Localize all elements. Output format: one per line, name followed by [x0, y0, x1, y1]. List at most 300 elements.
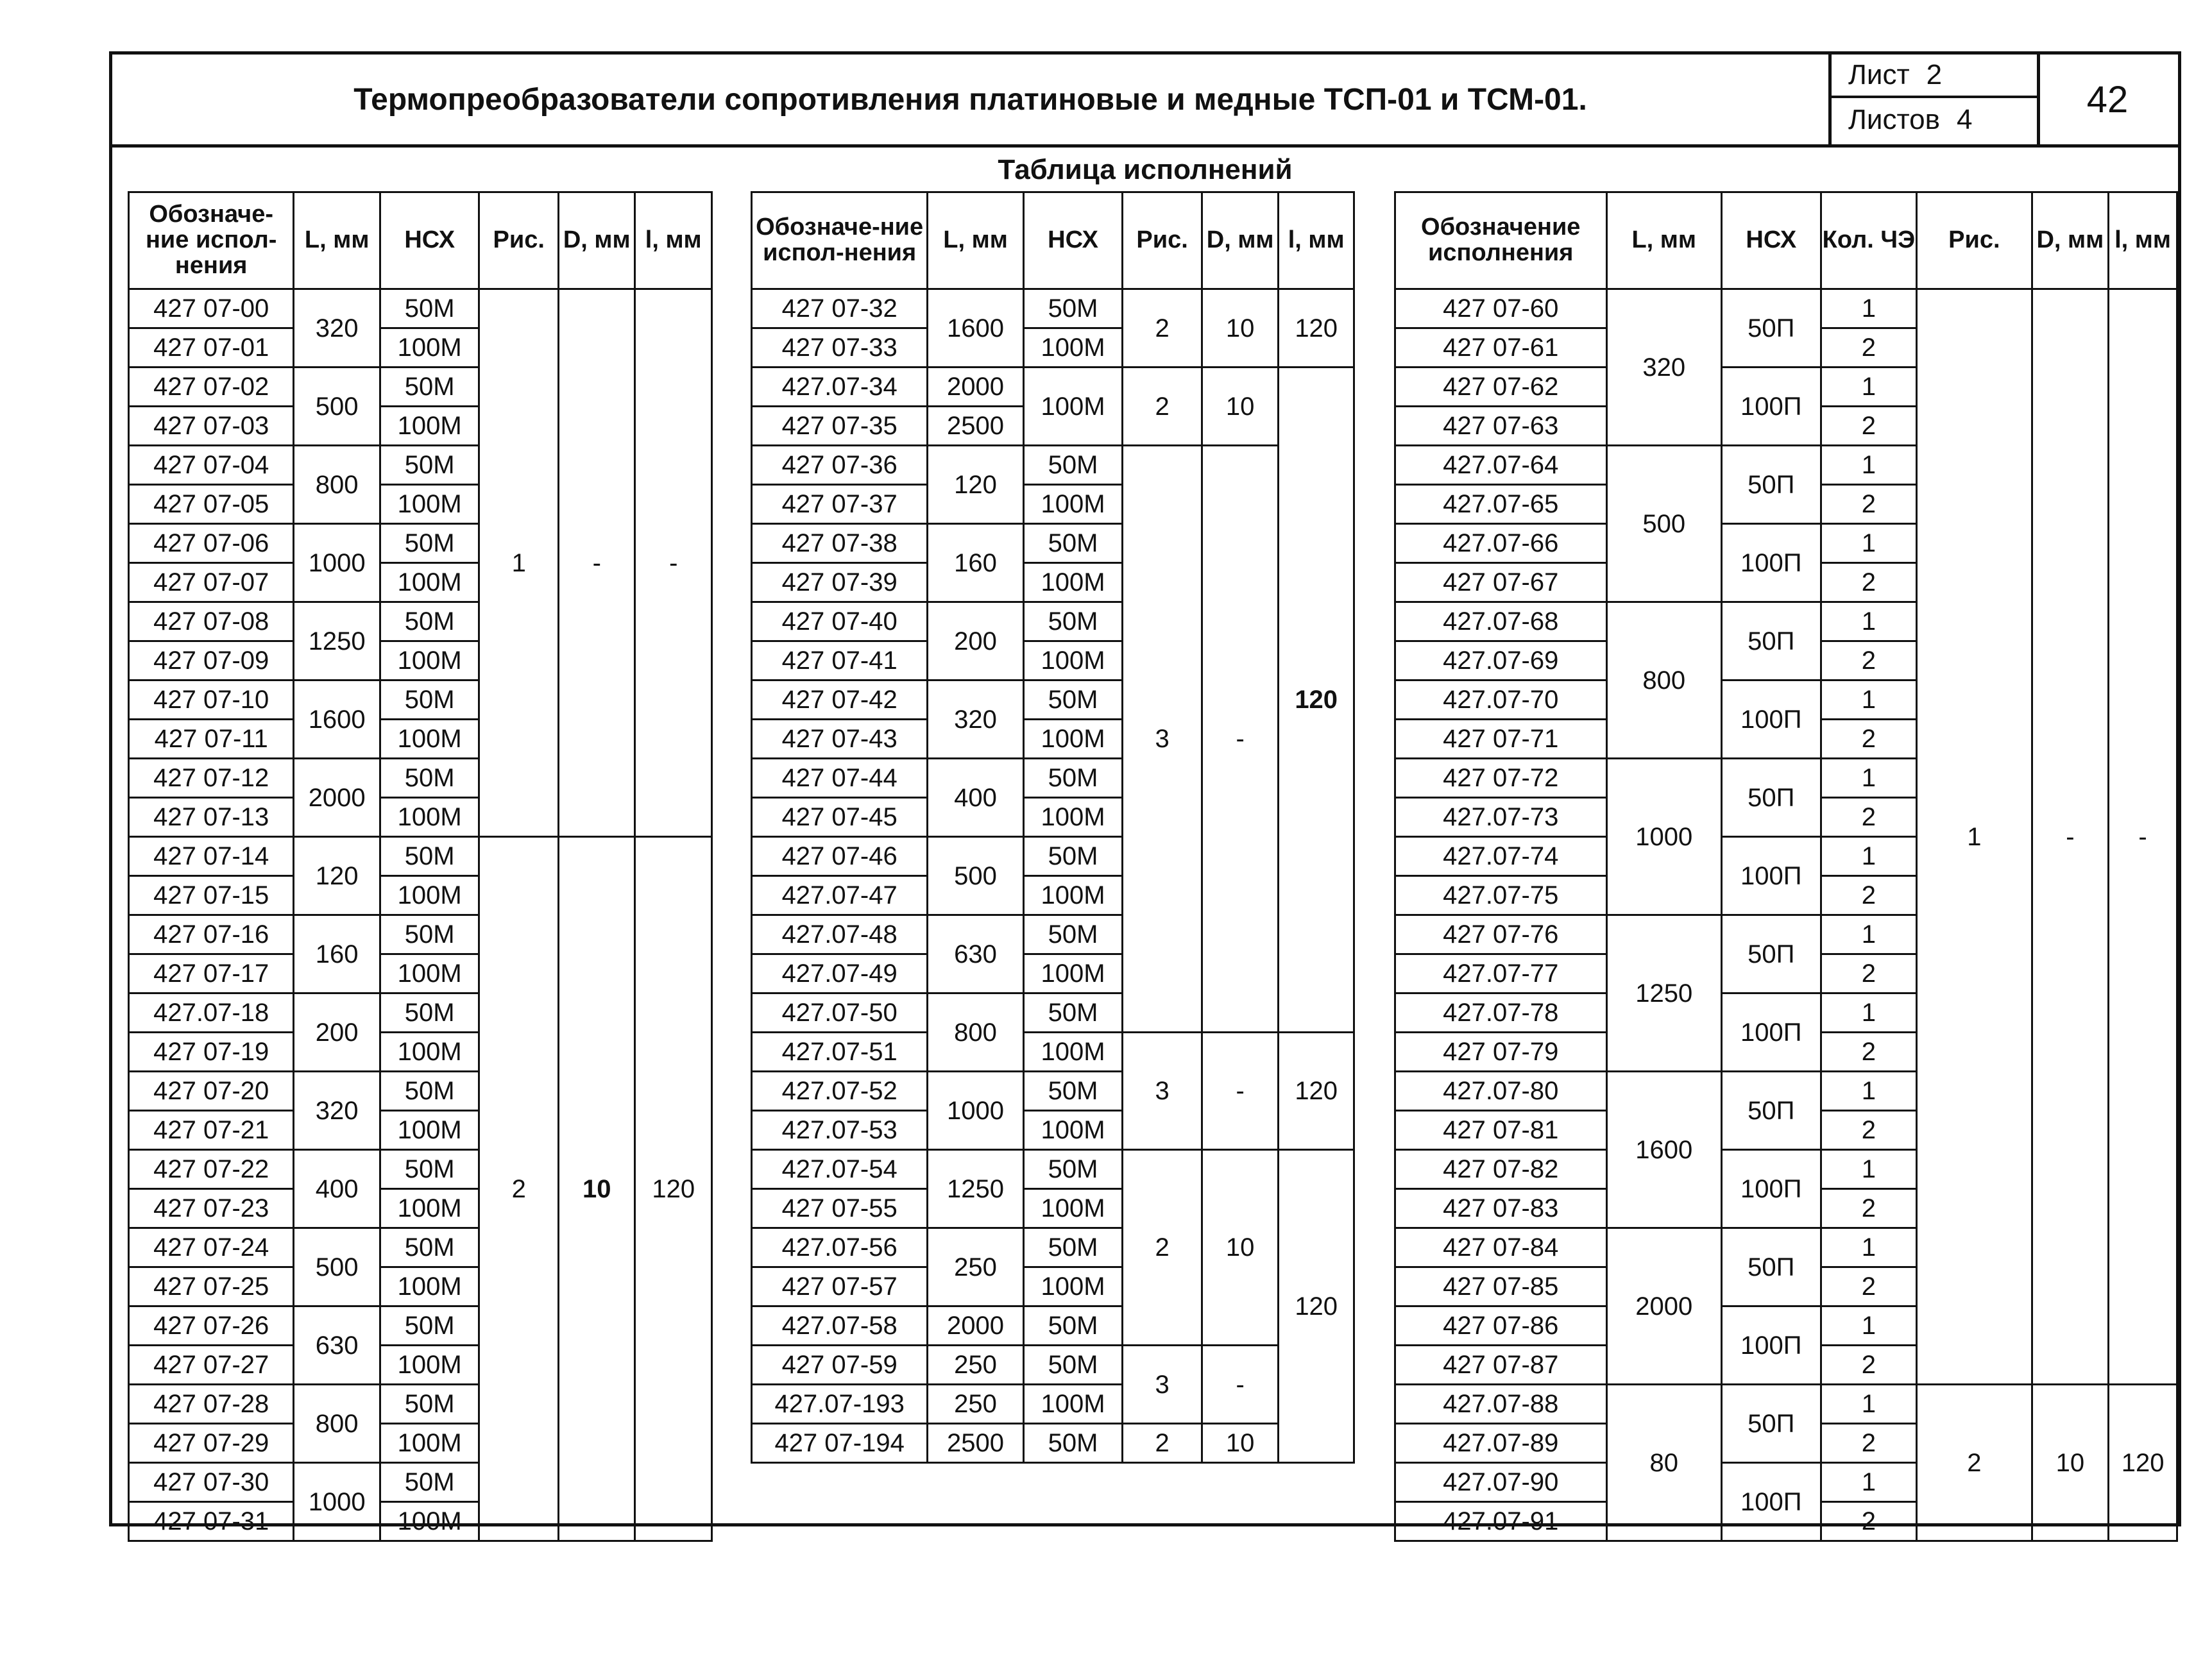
column-header: L, мм — [928, 192, 1023, 289]
variant-code-cell: 427 07-76 — [1395, 915, 1607, 954]
table-cell: 2 — [1821, 328, 1917, 368]
table-cell: 500 — [294, 1228, 380, 1306]
variant-code-cell: 427 07-55 — [752, 1189, 928, 1228]
variant-code-cell: 427 07-15 — [129, 876, 294, 915]
table-cell: 50М — [1023, 993, 1123, 1033]
column-header: Кол. ЧЭ — [1821, 192, 1917, 289]
table-cell: 50П — [1721, 915, 1821, 993]
variant-code-cell: 427 07-11 — [129, 720, 294, 759]
table-cell: 250 — [928, 1228, 1023, 1306]
table-cell: 100М — [1023, 641, 1123, 680]
column-header: L, мм — [294, 192, 380, 289]
table-cell: 1250 — [294, 602, 380, 680]
variants-table-3 — [1394, 191, 2178, 1542]
variant-code-cell: 427 07-27 — [129, 1346, 294, 1385]
table-cell: 100М — [380, 1346, 479, 1385]
column-header: l, мм — [635, 192, 712, 289]
table-cell: 2000 — [1606, 1228, 1721, 1385]
table-cell: 50М — [380, 1150, 479, 1189]
column-header: D, мм — [559, 192, 635, 289]
table-cell: 200 — [928, 602, 1023, 680]
table-cell: 120 — [294, 837, 380, 915]
variants-table-1 — [128, 191, 713, 1542]
table-cell: 1000 — [294, 1463, 380, 1541]
variant-code-cell: 427 07-17 — [129, 954, 294, 993]
variant-code-cell: 427.07-90 — [1395, 1463, 1607, 1502]
table-cell: 2000 — [294, 759, 380, 837]
table-cell: 100М — [380, 1189, 479, 1228]
table-cell: 50М — [1023, 446, 1123, 485]
table-cell: 50М — [1023, 1228, 1123, 1267]
variants-table-2 — [751, 191, 1355, 1464]
table-cell: 100М — [1023, 1267, 1123, 1306]
table-row — [1395, 1385, 2177, 1424]
variant-code-cell: 427 07-21 — [129, 1111, 294, 1150]
table-cell: 50М — [1023, 1424, 1123, 1463]
table-cell: 2 — [1821, 1267, 1917, 1306]
table-cell: 1 — [1821, 1072, 1917, 1111]
table-cell: 1 — [1821, 759, 1917, 798]
table-cell: 100М — [1023, 954, 1123, 993]
table-cell: 50М — [1023, 759, 1123, 798]
table-cell: 160 — [928, 524, 1023, 602]
table-cell: 1600 — [1606, 1072, 1721, 1228]
table-cell: 50П — [1721, 289, 1821, 368]
table-cell: 120 — [635, 837, 712, 1541]
column-header: D, мм — [1202, 192, 1278, 289]
table-cell: 1 — [1821, 837, 1917, 876]
table-cell: 120 — [1279, 1150, 1354, 1463]
table-cell: 2 — [1821, 1424, 1917, 1463]
table-cell: 50М — [380, 759, 479, 798]
variant-code-cell: 427 07-33 — [752, 328, 928, 368]
table-cell: 50М — [1023, 602, 1123, 641]
table-cell: 2 — [1821, 1346, 1917, 1385]
table-cell: 50М — [380, 446, 479, 485]
table-cell: 630 — [294, 1306, 380, 1385]
variant-code-cell: 427 07-45 — [752, 798, 928, 837]
table-cell: 2 — [1821, 1111, 1917, 1150]
variant-code-cell: 427.07-69 — [1395, 641, 1607, 680]
variant-code-cell: 427.07-58 — [752, 1306, 928, 1346]
table-cell: 100М — [380, 1502, 479, 1541]
table-cell: 100М — [380, 1033, 479, 1072]
table-cell: - — [2109, 289, 2177, 1385]
table-cell: 2 — [1123, 1424, 1202, 1463]
table-cell: 120 — [1279, 289, 1354, 368]
variant-code-cell: 427 07-28 — [129, 1385, 294, 1424]
table-cell: 50М — [380, 837, 479, 876]
table-cell: 50М — [1023, 680, 1123, 720]
variant-code-cell: 427.07-34 — [752, 368, 928, 407]
table-cell: 100М — [380, 641, 479, 680]
table-cell: 2 — [1821, 563, 1917, 602]
variant-code-cell: 427.07-77 — [1395, 954, 1607, 993]
variant-code-cell: 427.07-89 — [1395, 1424, 1607, 1463]
column-header: D, мм — [2032, 192, 2109, 289]
variant-code-cell: 427.07-53 — [752, 1111, 928, 1150]
variant-code-cell: 427 07-79 — [1395, 1033, 1607, 1072]
variant-code-cell: 427 07-41 — [752, 641, 928, 680]
table-cell: 120 — [928, 446, 1023, 524]
table-cell: - — [1202, 1033, 1278, 1150]
table-cell: 100М — [1023, 328, 1123, 368]
variant-code-cell: 427 07-01 — [129, 328, 294, 368]
table-cell: 2 — [1821, 1189, 1917, 1228]
variant-code-cell: 427 07-85 — [1395, 1267, 1607, 1306]
table-cell: 1 — [479, 289, 559, 837]
table-cell: 80 — [1606, 1385, 1721, 1541]
table-cell: 1 — [1821, 1463, 1917, 1502]
column-header: l, мм — [2109, 192, 2177, 289]
table-cell: 800 — [294, 1385, 380, 1463]
table-cell: 100П — [1721, 837, 1821, 915]
table-row — [129, 837, 712, 876]
table-cell: 2 — [1123, 289, 1202, 368]
table-cell: 120 — [1279, 1033, 1354, 1150]
table-row — [1395, 289, 2177, 328]
table-cell: 120 — [2109, 1385, 2177, 1541]
variant-code-cell: 427 07-31 — [129, 1502, 294, 1541]
table-cell: 1 — [1821, 1306, 1917, 1346]
column-header: НСХ — [1023, 192, 1123, 289]
table-cell: 50М — [380, 1306, 479, 1346]
table-cell: 50П — [1721, 1072, 1821, 1150]
table-cell: - — [2032, 289, 2109, 1385]
table-cell: 100М — [1023, 798, 1123, 837]
table-cell: 1 — [1821, 680, 1917, 720]
table-cell: 100М — [1023, 368, 1123, 446]
table-cell: 250 — [928, 1346, 1023, 1385]
table-cell: 320 — [1606, 289, 1721, 446]
variant-code-cell: 427 07-19 — [129, 1033, 294, 1072]
sheet-row — [1832, 55, 2037, 98]
table-cell: 100М — [1023, 485, 1123, 524]
column-header: L, мм — [1606, 192, 1721, 289]
variant-code-cell: 427.07-73 — [1395, 798, 1607, 837]
variant-code-cell: 427 07-38 — [752, 524, 928, 563]
table-cell: 1 — [1821, 446, 1917, 485]
variant-code-cell: 427 07-26 — [129, 1306, 294, 1346]
variant-code-cell: 427 07-29 — [129, 1424, 294, 1463]
table-cell: 100П — [1721, 993, 1821, 1072]
table-cell: 100М — [380, 798, 479, 837]
variant-code-cell: 427.07-64 — [1395, 446, 1607, 485]
table-cell: 1000 — [294, 524, 380, 602]
table-cell: 50М — [1023, 915, 1123, 954]
variant-code-cell: 427.07-51 — [752, 1033, 928, 1072]
variant-code-cell: 427 07-20 — [129, 1072, 294, 1111]
table-cell: 50М — [380, 680, 479, 720]
table-cell: 100П — [1721, 368, 1821, 446]
variant-code-cell: 427 07-43 — [752, 720, 928, 759]
variant-code-cell: 427.07-47 — [752, 876, 928, 915]
table-cell: 100М — [380, 876, 479, 915]
table-cell: 2 — [1917, 1385, 2032, 1541]
variant-code-cell: 427 07-14 — [129, 837, 294, 876]
variant-code-cell: 427 07-84 — [1395, 1228, 1607, 1267]
table-cell: 10 — [1202, 289, 1278, 368]
table-cell: 100М — [1023, 1111, 1123, 1150]
table-cell: 50П — [1721, 1228, 1821, 1306]
table-header-row — [129, 192, 712, 289]
table-cell: 400 — [928, 759, 1023, 837]
table-row — [752, 1424, 1354, 1463]
table-cell: 100М — [380, 954, 479, 993]
table-cell: 1250 — [928, 1150, 1023, 1228]
variant-code-cell: 427.07-18 — [129, 993, 294, 1033]
variant-code-cell: 427 07-24 — [129, 1228, 294, 1267]
variant-code-cell: 427 07-63 — [1395, 407, 1607, 446]
table-cell: 100П — [1721, 1463, 1821, 1541]
variant-code-cell: 427.07-74 — [1395, 837, 1607, 876]
variant-code-cell: 427.07-75 — [1395, 876, 1607, 915]
variant-code-cell: 427.07-56 — [752, 1228, 928, 1267]
table-cell: 2000 — [928, 1306, 1023, 1346]
table-row — [752, 1033, 1354, 1072]
table-cell: 100М — [380, 407, 479, 446]
table-cell: 50М — [380, 915, 479, 954]
table-cell: 50М — [380, 524, 479, 563]
table-cell: 1 — [1821, 1385, 1917, 1424]
table-header-row — [752, 192, 1354, 289]
table-cell: 50М — [380, 368, 479, 407]
variant-code-cell: 427 07-35 — [752, 407, 928, 446]
table-cell: 100П — [1721, 680, 1821, 759]
table-cell: 2 — [1821, 954, 1917, 993]
table-cell: 1 — [1917, 289, 2032, 1385]
table-cell: 320 — [928, 680, 1023, 759]
table-cell: 1 — [1821, 1228, 1917, 1267]
variant-code-cell: 427.07-78 — [1395, 993, 1607, 1033]
variant-code-cell: 427 07-60 — [1395, 289, 1607, 328]
table-cell: - — [559, 289, 635, 837]
table-cell: 10 — [1202, 1424, 1278, 1463]
table-cell: 800 — [294, 446, 380, 524]
table-cell: 2 — [1821, 1033, 1917, 1072]
variant-code-cell: 427 07-46 — [752, 837, 928, 876]
table-cell: 100М — [1023, 1189, 1123, 1228]
table-cell: 320 — [294, 1072, 380, 1150]
table-cell: 2 — [1821, 407, 1917, 446]
sheets-row — [1832, 98, 2037, 142]
table-cell: 2 — [1821, 798, 1917, 837]
variant-code-cell: 427 07-23 — [129, 1189, 294, 1228]
variant-code-cell: 427.07-48 — [752, 915, 928, 954]
table-cell: 10 — [559, 837, 635, 1541]
table-cell: 100М — [1023, 720, 1123, 759]
table-cell: 100М — [380, 1111, 479, 1150]
variant-code-cell: 427 07-12 — [129, 759, 294, 798]
variant-code-cell: 427.07-65 — [1395, 485, 1607, 524]
table-cell: 2 — [1821, 641, 1917, 680]
table-cell: 1000 — [928, 1072, 1023, 1150]
variant-code-cell: 427 07-02 — [129, 368, 294, 407]
variant-code-cell: 427.07-88 — [1395, 1385, 1607, 1424]
table-row — [752, 368, 1354, 407]
variant-code-cell: 427 07-83 — [1395, 1189, 1607, 1228]
table-header-row — [1395, 192, 2177, 289]
variant-code-cell: 427 07-07 — [129, 563, 294, 602]
table-cell: 50М — [380, 1385, 479, 1424]
table-cell: 50М — [1023, 1150, 1123, 1189]
table-cell: 1 — [1821, 915, 1917, 954]
column-header: Рис. — [479, 192, 559, 289]
table-cell: 10 — [2032, 1385, 2109, 1541]
table-cell: - — [1202, 446, 1278, 1033]
table-cell: 800 — [1606, 602, 1721, 759]
table-cell: 3 — [1123, 1033, 1202, 1150]
table-cell: 50М — [380, 602, 479, 641]
variant-code-cell: 427 07-00 — [129, 289, 294, 328]
table-cell: 50М — [1023, 1306, 1123, 1346]
column-header: Обозначение исполнения — [1395, 192, 1607, 289]
table-cell: 320 — [294, 289, 380, 368]
sheet-info-box — [1828, 55, 2040, 144]
table-cell: 2 — [1821, 876, 1917, 915]
table-cell: 50М — [380, 289, 479, 328]
table-cell: 1 — [1821, 1150, 1917, 1189]
variant-code-cell: 427 07-36 — [752, 446, 928, 485]
variant-code-cell: 427.07-70 — [1395, 680, 1607, 720]
table-cell: 100М — [380, 563, 479, 602]
variant-code-cell: 427 07-87 — [1395, 1346, 1607, 1385]
variant-code-cell: 427 07-09 — [129, 641, 294, 680]
table-cell: 2500 — [928, 407, 1023, 446]
table-cell: 100М — [380, 720, 479, 759]
variant-code-cell: 427 07-25 — [129, 1267, 294, 1306]
variant-code-cell: 427 07-30 — [129, 1463, 294, 1502]
table-cell: 50П — [1721, 1385, 1821, 1463]
page-number: 42 — [2086, 78, 2129, 121]
table-cell: 50М — [380, 993, 479, 1033]
variant-code-cell: 427.07-54 — [752, 1150, 928, 1189]
variant-code-cell: 427 07-40 — [752, 602, 928, 641]
table-cell: 500 — [1606, 446, 1721, 602]
column-header: Рис. — [1123, 192, 1202, 289]
variant-code-cell: 427 07-81 — [1395, 1111, 1607, 1150]
table-cell: - — [1202, 1346, 1278, 1424]
variant-code-cell: 427 07-67 — [1395, 563, 1607, 602]
variant-code-cell: 427 07-16 — [129, 915, 294, 954]
table-cell: 50М — [380, 1228, 479, 1267]
variant-code-cell: 427 07-37 — [752, 485, 928, 524]
table-cell: 1600 — [294, 680, 380, 759]
variant-code-cell: 427 07-62 — [1395, 368, 1607, 407]
table-cell: 50П — [1721, 602, 1821, 680]
sheet-label: Лист — [1848, 59, 1910, 90]
table-cell: 2500 — [928, 1424, 1023, 1463]
variant-code-cell: 427.07-52 — [752, 1072, 928, 1111]
variant-code-cell: 427 07-86 — [1395, 1306, 1607, 1346]
table-cell: 2 — [479, 837, 559, 1541]
table-cell: 1000 — [1606, 759, 1721, 915]
table-cell: 2 — [1821, 720, 1917, 759]
table-cell: 100М — [1023, 1033, 1123, 1072]
sheets-value: 4 — [1956, 104, 1973, 135]
table-cell: 1 — [1821, 524, 1917, 563]
table-caption: Таблица исполнений — [998, 154, 1293, 185]
table-cell: 630 — [928, 915, 1023, 993]
variant-code-cell: 427 07-06 — [129, 524, 294, 563]
variant-code-cell: 427 07-82 — [1395, 1150, 1607, 1189]
variant-code-cell: 427.07-66 — [1395, 524, 1607, 563]
variant-code-cell: 427.07-68 — [1395, 602, 1607, 641]
table-cell: 3 — [1123, 1346, 1202, 1424]
variant-code-cell: 427 07-61 — [1395, 328, 1607, 368]
table-cell: 1 — [1821, 289, 1917, 328]
variant-code-cell: 427 07-03 — [129, 407, 294, 446]
table-cell: 1250 — [1606, 915, 1721, 1072]
variant-code-cell: 427 07-13 — [129, 798, 294, 837]
table-cell: 100М — [1023, 876, 1123, 915]
variant-code-cell: 427 07-72 — [1395, 759, 1607, 798]
table-cell: 2 — [1821, 485, 1917, 524]
column-header: НСХ — [1721, 192, 1821, 289]
variant-code-cell: 427.07-50 — [752, 993, 928, 1033]
variant-code-cell: 427.07-193 — [752, 1385, 928, 1424]
title-block — [112, 55, 2178, 148]
table-row — [752, 289, 1354, 328]
table-row — [129, 289, 712, 328]
table-cell: 100П — [1721, 524, 1821, 602]
variant-code-cell: 427.07-49 — [752, 954, 928, 993]
variant-code-cell: 427 07-44 — [752, 759, 928, 798]
table-cell: 50М — [1023, 1072, 1123, 1111]
table-cell: 1 — [1821, 993, 1917, 1033]
table-cell: 500 — [928, 837, 1023, 915]
variant-code-cell: 427 07-32 — [752, 289, 928, 328]
table-cell: 1 — [1821, 602, 1917, 641]
table-row — [752, 446, 1354, 485]
variant-code-cell: 427 07-59 — [752, 1346, 928, 1385]
table-cell: 50М — [1023, 289, 1123, 328]
variant-code-cell: 427 07-05 — [129, 485, 294, 524]
table-cell: 120 — [1279, 368, 1354, 1033]
table-cell: 50М — [380, 1072, 479, 1111]
table-cell: 100М — [1023, 1385, 1123, 1424]
variant-code-cell: 427.07-91 — [1395, 1502, 1607, 1541]
column-header: НСХ — [380, 192, 479, 289]
column-header: Обозначе-ние испол-нения — [752, 192, 928, 289]
variant-code-cell: 427 07-194 — [752, 1424, 928, 1463]
table-cell: 10 — [1202, 1150, 1278, 1346]
column-header: l, мм — [1279, 192, 1354, 289]
table-cell: 100П — [1721, 1150, 1821, 1228]
table-cell: 50М — [1023, 837, 1123, 876]
variant-code-cell: 427 07-57 — [752, 1267, 928, 1306]
table-cell: 50М — [1023, 524, 1123, 563]
table-cell: 100М — [380, 1424, 479, 1463]
table-cell: 200 — [294, 993, 380, 1072]
table-cell: 250 — [928, 1385, 1023, 1424]
table-cell: 800 — [928, 993, 1023, 1072]
table-cell: 100М — [380, 485, 479, 524]
drawing-sheet — [109, 51, 2181, 1535]
table-row — [752, 1150, 1354, 1189]
table-cell: 2 — [1821, 1502, 1917, 1541]
variant-code-cell: 427 07-08 — [129, 602, 294, 641]
table-cell: 50П — [1721, 759, 1821, 837]
variant-code-cell: 427 07-04 — [129, 446, 294, 485]
sheets-label: Листов — [1848, 104, 1940, 135]
table-cell: 10 — [1202, 368, 1278, 446]
table-cell: 50М — [380, 1463, 479, 1502]
column-header: Обозначе-ние испол-нения — [129, 192, 294, 289]
table-cell: 1600 — [928, 289, 1023, 368]
table-cell: 400 — [294, 1150, 380, 1228]
document-title: Термопреобразователи сопротивления платиновые и медные ТСП-01 и ТСМ-01. — [353, 82, 1587, 117]
